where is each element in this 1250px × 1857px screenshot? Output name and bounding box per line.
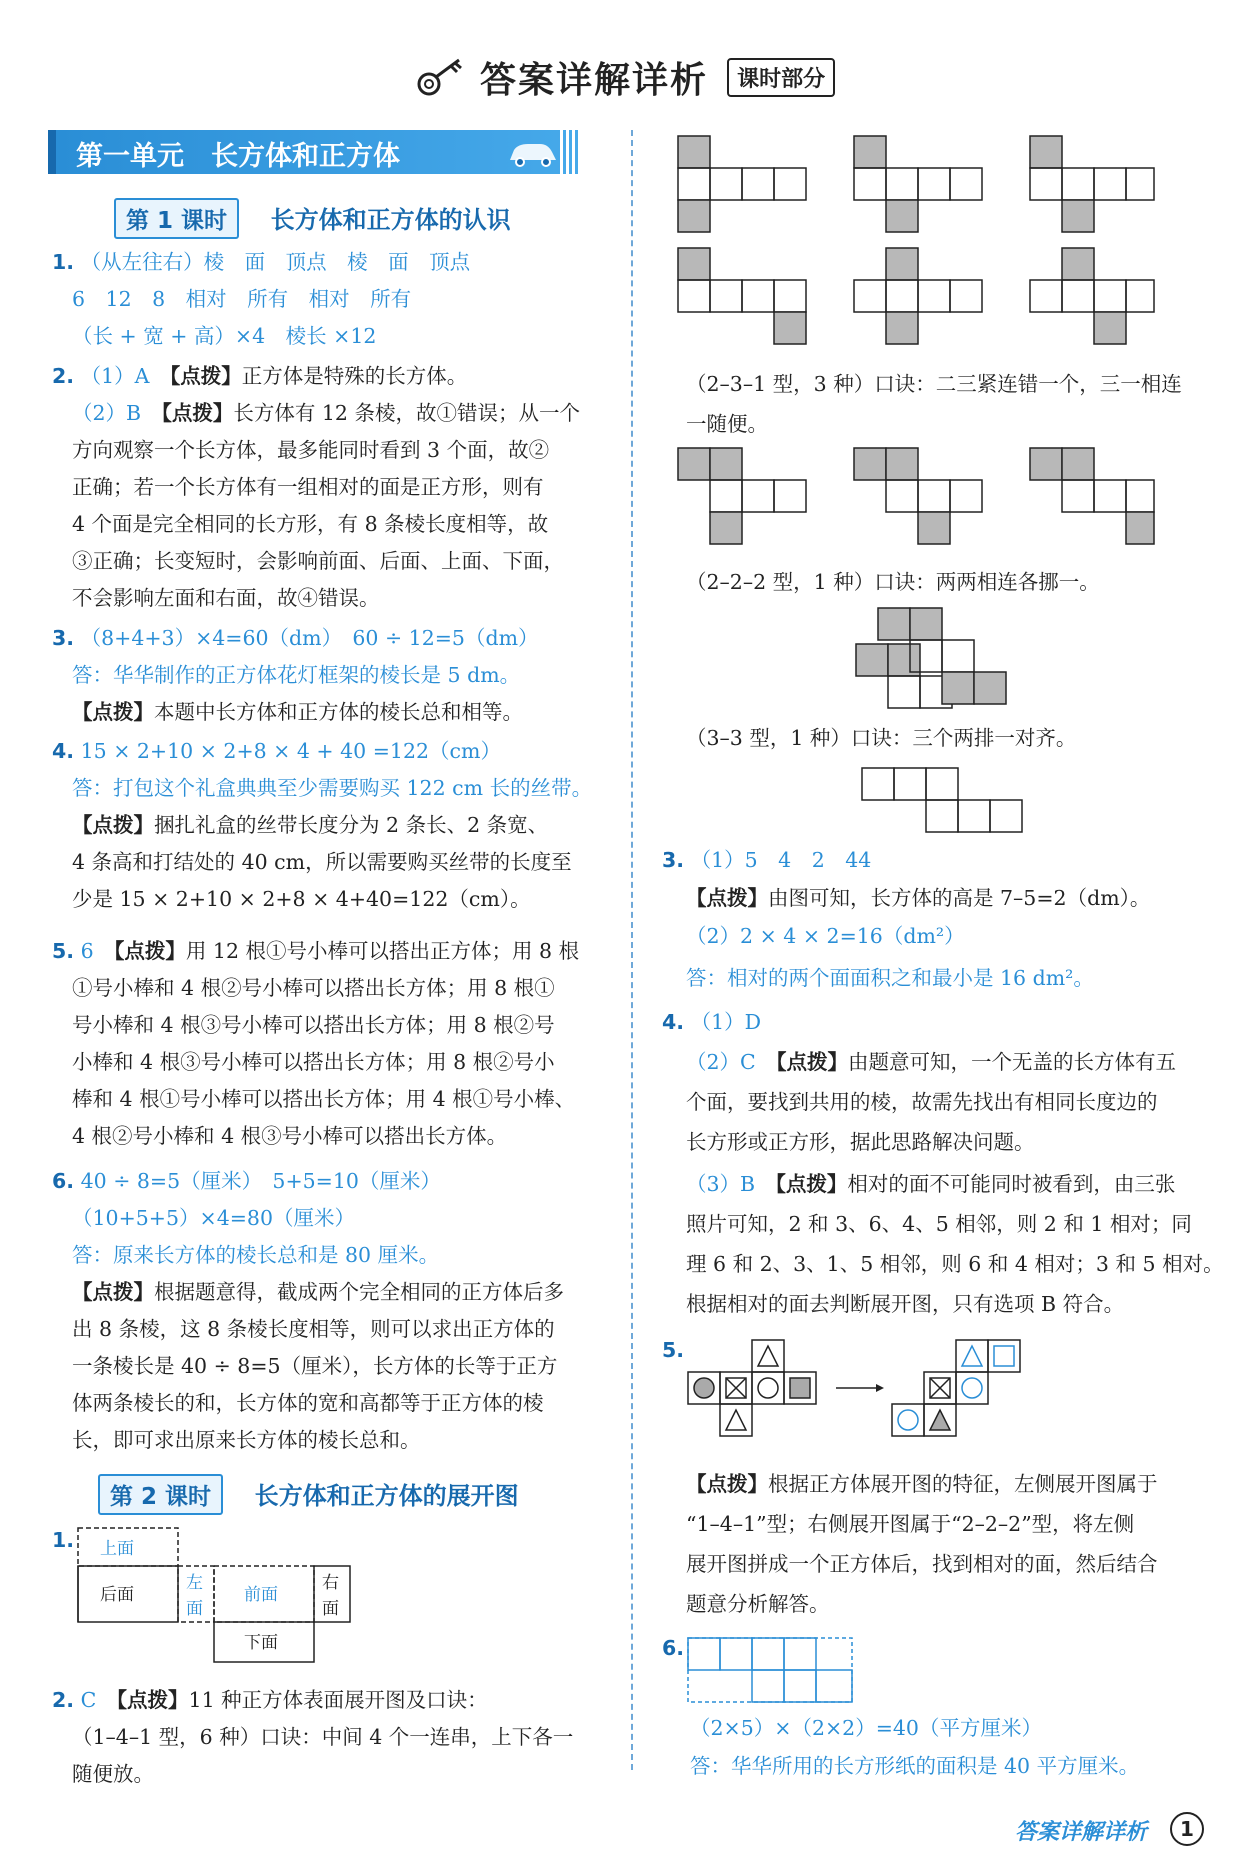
q2-line-1: 2. （1）A 【点拨】正方体是特殊的长方体。 bbox=[52, 364, 468, 388]
r-231-line-1: （2–3–1 型，3 种）口诀：二三紧连错一个，三一相连 bbox=[686, 372, 1182, 396]
q3-line-2: 答：华华制作的正方体花灯框架的棱长是 5 dm。 bbox=[72, 663, 521, 687]
q2-line-5: 4 个面是完全相同的长方形，有 8 条棱长度相等，故 bbox=[72, 512, 549, 536]
q6-line-8: 长，即可求出原来长方体的棱长总和。 bbox=[72, 1428, 421, 1452]
q1-line-2: 6 12 8 相对 所有 相对 所有 bbox=[72, 287, 412, 311]
net-left-label-1: 左 bbox=[186, 1573, 203, 1593]
footer-label: 答案详解详析 bbox=[1015, 1820, 1148, 1845]
page-header bbox=[0, 52, 1250, 103]
q6-rectangle-grid bbox=[686, 1636, 856, 1708]
q2-line-4: 正确；若一个长方体有一组相对的面是正方形，则有 bbox=[72, 475, 544, 499]
q3-line-1: 3. （8+4+3）×4=60（dm） 60 ÷ 12=5（dm） bbox=[52, 626, 539, 650]
r-33-line: （3–3 型，1 种）口诀：三个两排一对齐。 bbox=[686, 726, 1077, 750]
lesson-1-header bbox=[114, 198, 511, 239]
r-q4-line-1: 4. （1）D bbox=[662, 1010, 762, 1034]
r-q4-line-4: 长方形或正方形，据此思路解决问题。 bbox=[686, 1130, 1035, 1154]
q4-line-5: 少是 15 × 2+10 × 2+8 × 4+40=122（cm）。 bbox=[72, 887, 531, 911]
q6-line-7: 体两条棱长的和，长方体的宽和高都等于正方体的棱 bbox=[72, 1391, 544, 1415]
net-right-label-2: 面 bbox=[322, 1599, 339, 1619]
r-q4-line-2: （2）C 【点拨】由题意可知，一个无盖的长方体有五 bbox=[686, 1050, 1176, 1074]
q4-line-1: 4. 15 × 2+10 × 2+8 × 4 + 40 =122（cm） bbox=[52, 739, 501, 763]
net-back-label: 后面 bbox=[100, 1585, 134, 1605]
q2-line-3: 方向观察一个长方体，最多能同时看到 3 个面，故② bbox=[72, 438, 550, 462]
net-3-3 bbox=[860, 766, 1030, 838]
q3-line-3: 【点拨】本题中长方体和正方体的棱长总和相等。 bbox=[72, 700, 523, 724]
r-q5-line-3: 展开图拼成一个正方体后，找到相对的面，然后结合 bbox=[686, 1552, 1158, 1576]
q4-line-3: 【点拨】捆扎礼盒的丝带长度分为 2 条长、2 条宽、 bbox=[72, 813, 549, 837]
r-q4-line-3: 个面，要找到共用的棱，故需先找出有相同长度边的 bbox=[686, 1090, 1158, 1114]
net-front-label: 前面 bbox=[244, 1585, 278, 1605]
lesson-2-title: 长方体和正方体的展开图 bbox=[254, 1482, 519, 1510]
net-bottom-label: 下面 bbox=[244, 1633, 278, 1653]
l2-q2-line-1: 2. C 【点拨】11 种正方体表面展开图及口诀： bbox=[52, 1688, 488, 1712]
page-title: 答案详解详析 bbox=[479, 60, 708, 101]
q5-line-2: ①号小棒和 4 根②号小棒可以搭出长方体；用 8 根① bbox=[72, 976, 555, 1000]
key-icon bbox=[415, 56, 467, 100]
r-q3-line-3: （2）2 × 4 × 2=16（dm²） bbox=[686, 924, 965, 948]
r-q4-line-8: 根据相对的面去判断展开图，只有选项 B 符合。 bbox=[686, 1292, 1125, 1316]
r-q4-line-5: （3）B 【点拨】相对的面不可能同时被看到，由三张 bbox=[686, 1172, 1176, 1196]
q5-line-3: 号小棒和 4 根③号小棒可以搭出长方体；用 8 根②号 bbox=[72, 1013, 555, 1037]
q4-line-2: 答：打包这个礼盒典典至少需要购买 122 cm 长的丝带。 bbox=[72, 776, 593, 800]
l2-q2-line-2: （1–4–1 型，6 种）口诀：中间 4 个一连串，上下各一 bbox=[72, 1725, 574, 1749]
q5-line-6: 4 根②号小棒和 4 根③号小棒可以搭出长方体。 bbox=[72, 1124, 508, 1148]
lesson-1-title: 长方体和正方体的认识 bbox=[270, 206, 511, 234]
lesson-2-label: 第 2 课时 bbox=[98, 1474, 223, 1515]
page-number: 1 bbox=[1170, 1812, 1204, 1846]
section-tag: 课时部分 bbox=[727, 58, 835, 97]
r-q3-line-4: 答：相对的两个面面积之和最小是 16 dm²。 bbox=[686, 966, 1094, 990]
q5-line-1: 5. 6 【点拨】用 12 根①号小棒可以搭出正方体；用 8 根 bbox=[52, 939, 580, 963]
filled-circle-symbol bbox=[694, 1378, 714, 1398]
r-q3-line-2: 【点拨】由图可知，长方体的高是 7–5=2（dm）。 bbox=[686, 886, 1151, 910]
q6-line-3: 答：原来长方体的棱长总和是 80 厘米。 bbox=[72, 1243, 440, 1267]
q1-line-1: 1. （从左往右）棱 面 顶点 棱 面 顶点 bbox=[52, 250, 471, 274]
q5-line-4: 小棒和 4 根③号小棒可以搭出长方体；用 8 根②号小 bbox=[72, 1050, 555, 1074]
cuboid-net-diagram bbox=[76, 1526, 376, 1686]
l2-q1-number: 1. bbox=[52, 1528, 75, 1552]
r-q6-number: 6. bbox=[662, 1636, 685, 1660]
q2-line-2: （2）B 【点拨】长方体有 12 条棱，故①错误；从一个 bbox=[72, 401, 580, 425]
triangle-symbol bbox=[758, 1346, 778, 1366]
r-q5-line-1: 【点拨】根据正方体展开图的特征，左侧展开图属于 bbox=[686, 1472, 1158, 1496]
net-right-label-1: 右 bbox=[322, 1573, 339, 1593]
q4-line-4: 4 条高和打结处的 40 cm，所以需要购买丝带的长度至 bbox=[72, 850, 572, 874]
q6-line-6: 一条棱长是 40 ÷ 8=5（厘米），长方体的长等于正方 bbox=[72, 1354, 558, 1378]
triangle-symbol-2 bbox=[726, 1410, 746, 1430]
r-q5-number: 5. bbox=[662, 1338, 685, 1362]
r-q4-line-6: 照片可知，2 和 3、6、4、5 相邻，则 2 和 1 相对；同 bbox=[686, 1212, 1192, 1236]
q2-line-6: ③正确；长变短时，会影响前面、后面、上面、下面， bbox=[72, 549, 564, 573]
r-q6-line-2: 答：华华所用的长方形纸的面积是 40 平方厘米。 bbox=[690, 1754, 1140, 1778]
l2-q2-line-3: 随便放。 bbox=[72, 1762, 154, 1786]
unit-title: 第一单元 长方体和正方体 bbox=[76, 141, 400, 172]
lesson-2-header bbox=[98, 1474, 519, 1515]
r-q5-line-2: “1–4–1”型；右侧展开图属于“2–2–2”型，将左侧 bbox=[686, 1512, 1135, 1536]
q6-line-4: 【点拨】根据题意得，截成两个完全相同的正方体后多 bbox=[72, 1280, 564, 1304]
circle-symbol bbox=[758, 1378, 778, 1398]
q1-line-3: （长 + 宽 + 高）×4 棱长 ×12 bbox=[72, 324, 377, 348]
q6-line-5: 出 8 条棱，这 8 条棱长度相等，则可以求出正方体的 bbox=[72, 1317, 555, 1341]
lesson-1-label: 第 1 课时 bbox=[114, 198, 239, 239]
r-q5-line-4: 题意分析解答。 bbox=[686, 1592, 830, 1616]
car-icon bbox=[506, 138, 560, 168]
r-q6-line-1: （2×5）×（2×2）=40（平方厘米） bbox=[690, 1716, 1042, 1740]
unit-banner bbox=[48, 130, 578, 174]
filled-square-symbol bbox=[790, 1378, 810, 1398]
q6-line-2: （10+5+5）×4=80（厘米） bbox=[72, 1206, 356, 1230]
r-q3-line-1: 3. （1）5 4 2 44 bbox=[662, 848, 872, 872]
banner-stripe bbox=[560, 130, 578, 174]
q5-line-5: 棒和 4 根①号小棒可以搭出长方体；用 4 根①号小棒、 bbox=[72, 1087, 576, 1111]
net-left-label-2: 面 bbox=[186, 1599, 203, 1619]
q2-line-7: 不会影响左面和右面，故④错误。 bbox=[72, 586, 380, 610]
r-231-line-2: 一随便。 bbox=[686, 412, 768, 436]
q6-line-1: 6. 40 ÷ 8=5（厘米） 5+5=10（厘米） bbox=[52, 1169, 441, 1193]
r-222-line: （2–2–2 型，1 种）口诀：两两相连各挪一。 bbox=[686, 570, 1100, 594]
column-divider bbox=[631, 130, 633, 1770]
net-top-label: 上面 bbox=[100, 1539, 134, 1559]
q5-symbol-nets bbox=[686, 1338, 1086, 1448]
net-2-2-2-lower bbox=[876, 606, 1016, 706]
r-q4-line-7: 理 6 和 2、3、1、5 相邻，则 6 和 4 相对；3 和 5 相对。 bbox=[686, 1252, 1224, 1276]
